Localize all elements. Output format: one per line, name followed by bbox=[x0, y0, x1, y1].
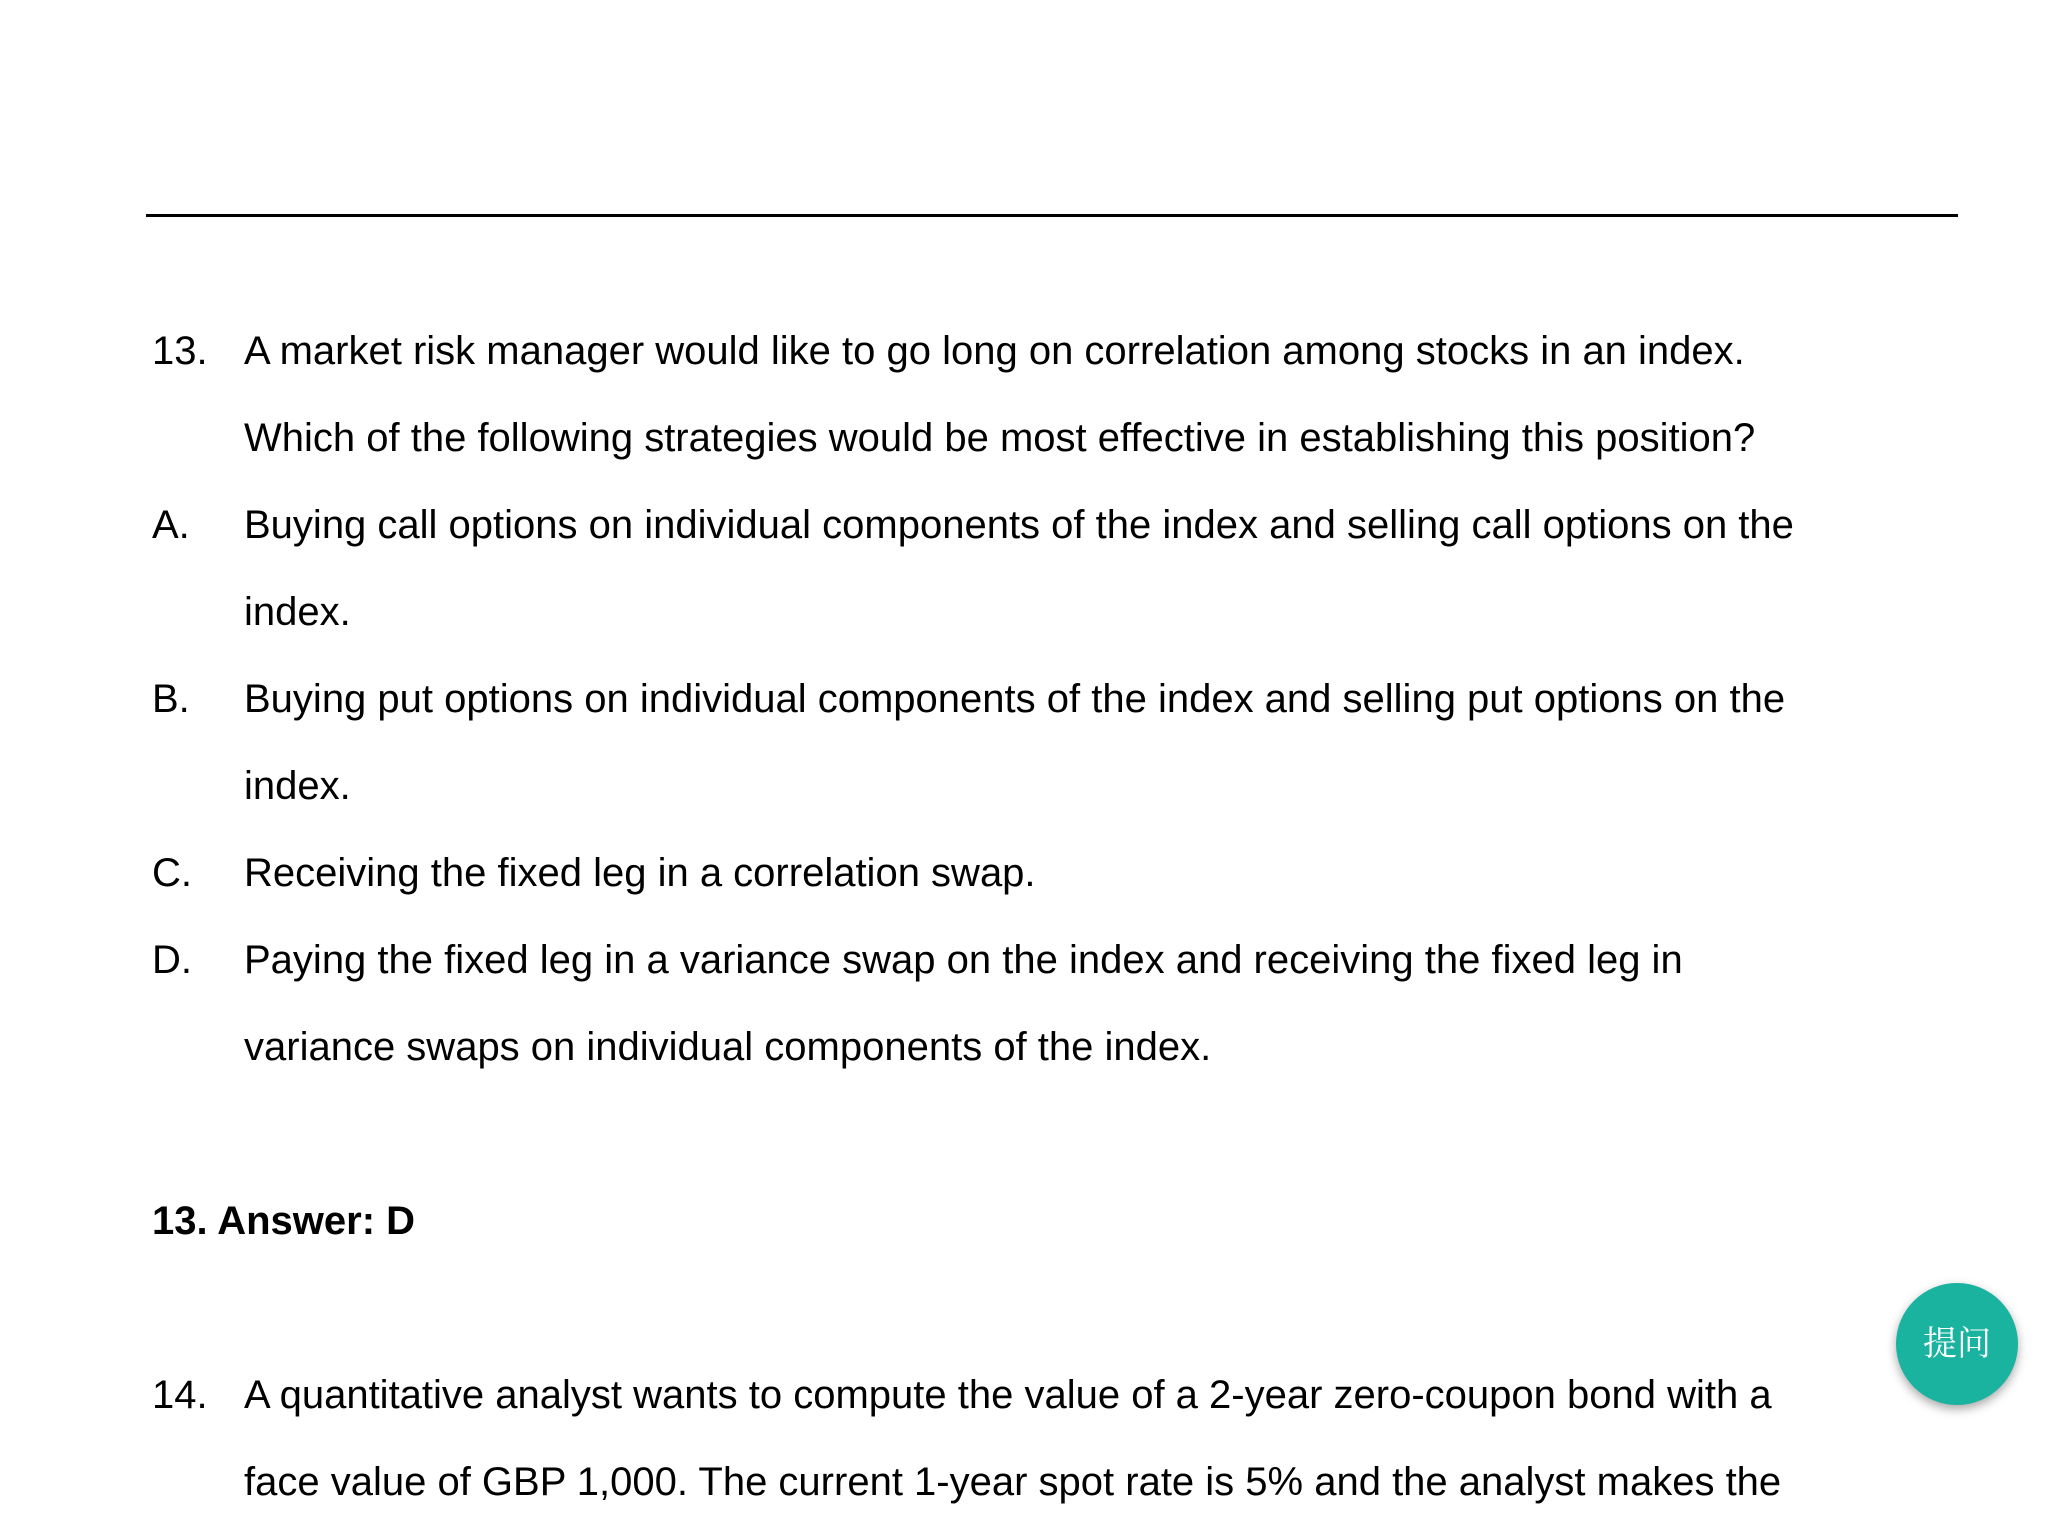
question-stem-line-2: face value of GBP 1,000. The current 1-year spot rate is 5% and the analyst makes the bbox=[244, 1460, 1782, 1504]
option-d-letter: D. bbox=[152, 938, 192, 982]
question-stem-line-2: Which of the following strategies would be most effective in establishing this position? bbox=[244, 416, 1756, 460]
option-c-line-1: Receiving the fixed leg in a correlation swap. bbox=[244, 851, 1036, 895]
option-d-line-1: Paying the fixed leg in a variance swap on the index and receiving the fixed leg in bbox=[244, 938, 1683, 982]
option-b-letter: B. bbox=[152, 677, 190, 721]
option-b-line-1: Buying put options on individual components of the index and selling put options on the bbox=[244, 677, 1786, 721]
option-a-letter: A. bbox=[152, 503, 190, 547]
answer-13: 13. Answer: D bbox=[152, 1199, 416, 1243]
question-stem-line-1: A market risk manager would like to go long on correlation among stocks in an index. bbox=[244, 329, 1745, 373]
option-a-line-2: index. bbox=[244, 590, 351, 634]
ask-question-button[interactable]: 提问 bbox=[1896, 1283, 2018, 1405]
option-d-line-2: variance swaps on individual components of the index. bbox=[244, 1025, 1212, 1069]
option-b-line-2: index. bbox=[244, 764, 351, 808]
question-number: 13. bbox=[152, 329, 208, 373]
option-a-line-1: Buying call options on individual components of the index and selling call options on the bbox=[244, 503, 1794, 547]
header-divider bbox=[146, 214, 1958, 217]
option-c-letter: C. bbox=[152, 851, 192, 895]
question-stem-line-1: A quantitative analyst wants to compute the value of a 2-year zero-coupon bond with a bbox=[244, 1373, 1772, 1417]
question-number: 14. bbox=[152, 1373, 208, 1417]
